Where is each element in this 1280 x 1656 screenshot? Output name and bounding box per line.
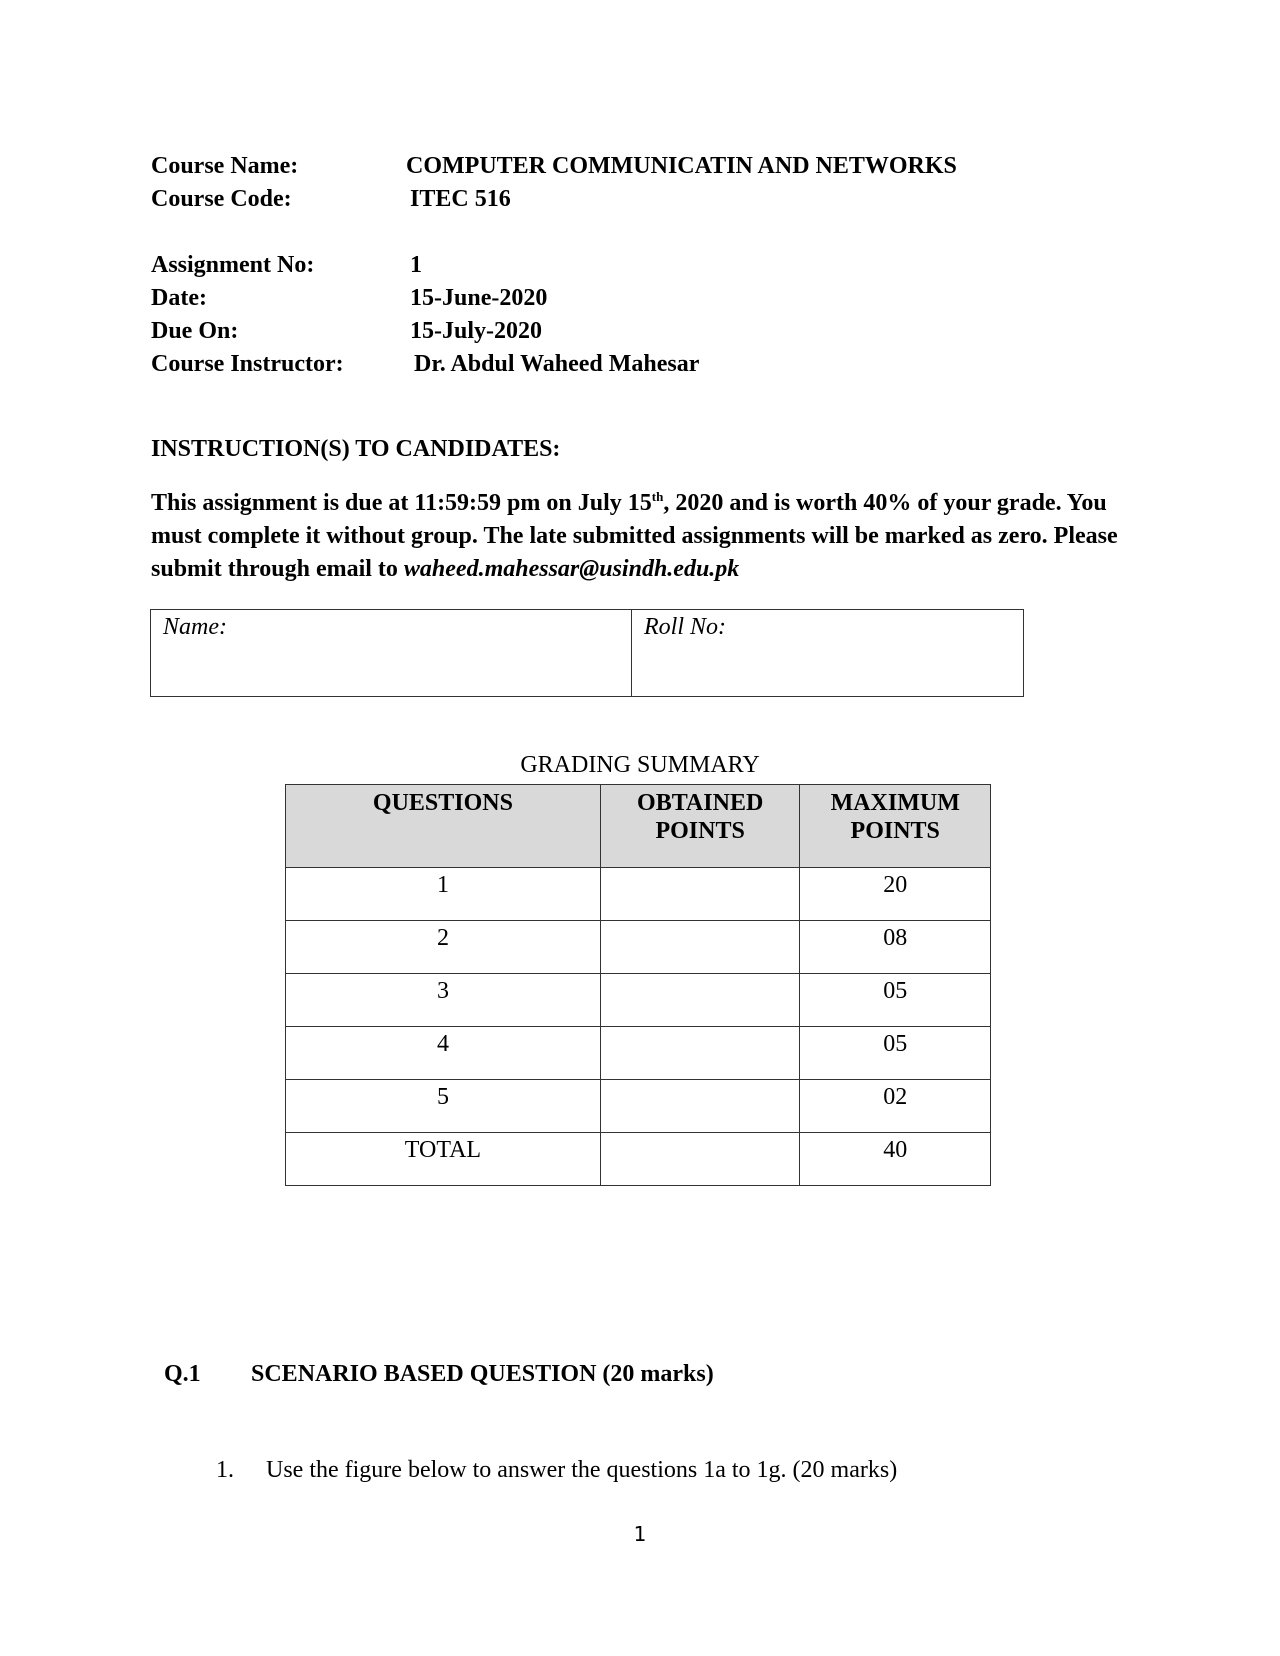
question-title: SCENARIO BASED QUESTION (20 marks) (251, 1361, 714, 1387)
table-row (286, 1027, 991, 1080)
header-questions (286, 785, 601, 868)
question-cell: 3 (286, 974, 601, 1027)
maximum-cell: 02 (800, 1080, 991, 1133)
grading-summary-table (285, 784, 991, 1186)
table-row-total (286, 1133, 991, 1186)
course-code-label: Course Code: (151, 186, 292, 212)
roll-no-field[interactable] (632, 610, 1023, 696)
table-row (286, 974, 991, 1027)
maximum-cell: 40 (800, 1133, 991, 1186)
name-label: Name: (163, 614, 227, 640)
instructions-text-part2: , 2020 and is worth 40% of your grade. You must complete it without group. The late submitted assignments will be marked as zero. Please submit through email to (151, 490, 1118, 582)
course-name-value: COMPUTER COMMUNICATIN AND NETWORKS (406, 153, 957, 179)
obtained-cell (600, 1080, 800, 1133)
page-number: 1 (633, 1522, 647, 1546)
question-cell: 2 (286, 921, 601, 974)
maximum-cell: 05 (800, 974, 991, 1027)
table-row (286, 1080, 991, 1133)
grading-summary-title-text: GRADING SUMMARY (520, 752, 760, 778)
list-item-text: Use the figure below to answer the questions 1a to 1g. (20 marks) (266, 1457, 898, 1483)
question-cell: TOTAL (286, 1133, 601, 1186)
header-maximum-points (800, 785, 991, 868)
instructions-text (151, 487, 1131, 586)
question-number: Q.1 (164, 1361, 201, 1387)
obtained-cell (600, 1027, 800, 1080)
instructor-email-link[interactable]: waheed.mahessar@usindh.edu.pk (403, 556, 740, 582)
question-cell: 1 (286, 868, 601, 921)
table-header-row (286, 785, 991, 868)
header-obtained-points (600, 785, 800, 868)
instructions-superscript: th (651, 489, 664, 504)
instructions-text-part1: This assignment is due at 11:59:59 pm on July 15 (151, 490, 652, 516)
header-obtained-line2: POINTS (655, 818, 745, 844)
course-name-label: Course Name: (151, 153, 299, 179)
assignment-no-label: Assignment No: (151, 252, 315, 278)
instructions-title: INSTRUCTION(S) TO CANDIDATES: (151, 436, 561, 462)
obtained-cell (600, 868, 800, 921)
maximum-cell: 20 (800, 868, 991, 921)
name-field[interactable] (151, 610, 632, 696)
header-questions-text: QUESTIONS (372, 790, 513, 816)
question-cell: 4 (286, 1027, 601, 1080)
obtained-cell (600, 974, 800, 1027)
grading-summary-title (0, 752, 1280, 779)
instructor-label: Course Instructor: (151, 351, 344, 377)
header-maximum-line2: POINTS (850, 818, 940, 844)
instructor-value: Dr. Abdul Waheed Mahesar (414, 351, 700, 377)
header-maximum-line1: MAXIMUM (830, 790, 960, 816)
due-on-label: Due On: (151, 318, 239, 344)
roll-no-label: Roll No: (644, 614, 726, 640)
obtained-cell (600, 1133, 800, 1186)
student-info-box (150, 609, 1024, 697)
table-row (286, 921, 991, 974)
date-value: 15-June-2020 (410, 285, 548, 311)
list-item-number: 1. (216, 1457, 234, 1483)
date-label: Date: (151, 285, 207, 311)
maximum-cell: 05 (800, 1027, 991, 1080)
due-on-value: 15-July-2020 (410, 318, 542, 344)
course-code-value: ITEC 516 (410, 186, 511, 212)
obtained-cell (600, 921, 800, 974)
question-cell: 5 (286, 1080, 601, 1133)
assignment-no-value: 1 (410, 252, 422, 278)
header-obtained-line1: OBTAINED (637, 790, 764, 816)
table-row (286, 868, 991, 921)
maximum-cell: 08 (800, 921, 991, 974)
